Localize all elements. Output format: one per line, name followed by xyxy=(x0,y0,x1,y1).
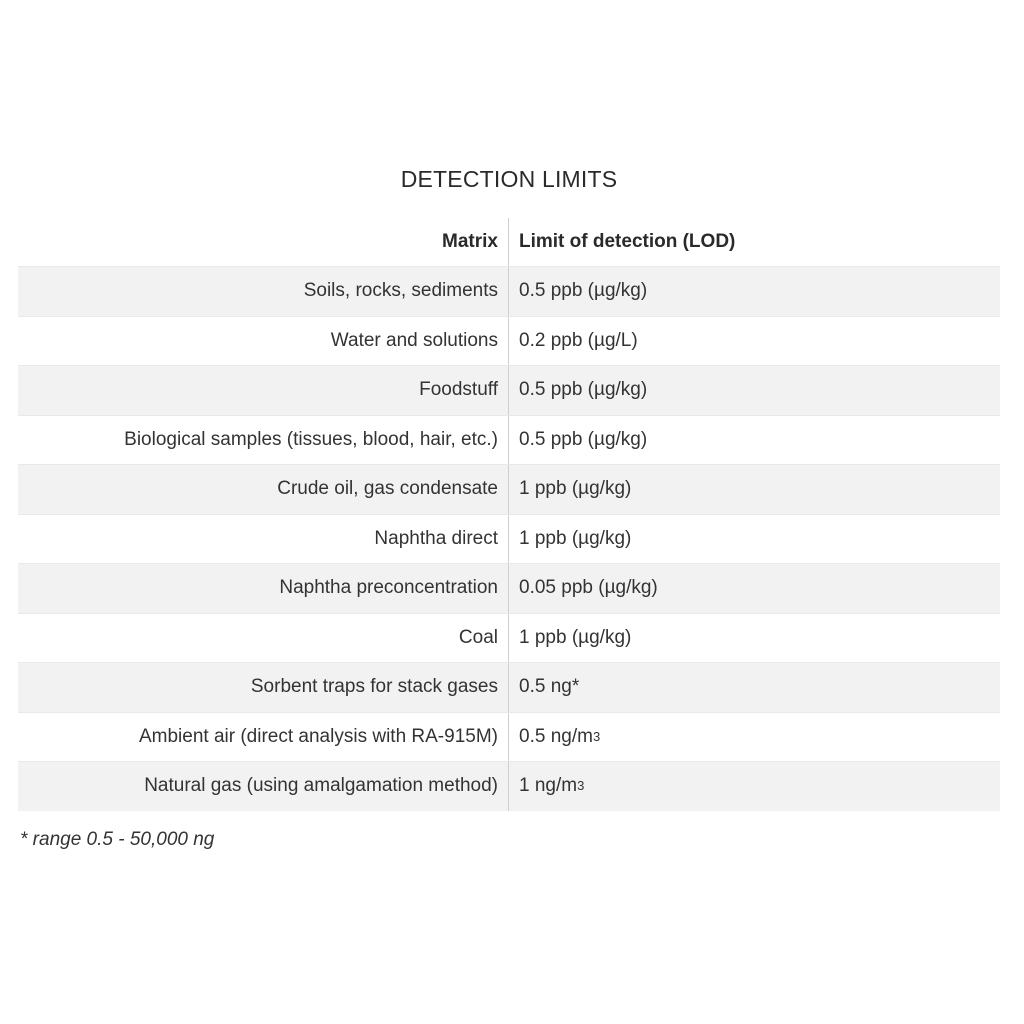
lod-value: 1 ppb (µg/kg) xyxy=(519,626,632,648)
table-row xyxy=(18,514,1000,564)
lod-value: 0.5 ppb (µg/kg) xyxy=(519,280,648,302)
lod-value: 1 ppb (µg/kg) xyxy=(519,527,632,549)
matrix-cell: Coal xyxy=(18,614,509,663)
matrix-cell: Biological samples (tissues, blood, hair, etc.) xyxy=(18,416,509,465)
matrix-cell: Naphtha preconcentration xyxy=(18,564,509,613)
lod-value: 0.2 ppb (µg/L) xyxy=(519,329,638,351)
table-row xyxy=(18,464,1000,514)
header-lod: Limit of detection (LOD) xyxy=(519,231,736,252)
lod-value: 0.05 ppb (µg/kg) xyxy=(519,577,658,599)
table-body xyxy=(18,266,1000,811)
lod-cell xyxy=(509,465,631,514)
page-title: DETECTION LIMITS xyxy=(400,166,618,192)
table-row xyxy=(18,365,1000,415)
matrix-cell: Crude oil, gas condensate xyxy=(18,465,509,514)
table-row xyxy=(18,613,1000,663)
matrix-cell: Water and solutions xyxy=(18,317,509,366)
detection-limits-table xyxy=(18,218,1000,811)
table-header-row xyxy=(18,218,1000,266)
lod-cell xyxy=(509,614,631,663)
lod-cell xyxy=(509,663,579,712)
lod-cell xyxy=(509,416,647,465)
footnote: * range 0.5 - 50,000 ng xyxy=(20,829,215,850)
table-row xyxy=(18,316,1000,366)
lod-value: 0.5 ng* xyxy=(519,676,580,698)
lod-value: 1 ng/m xyxy=(519,775,578,797)
table-row xyxy=(18,563,1000,613)
lod-cell: 1 ng/m 3 xyxy=(519,775,585,797)
lod-cell xyxy=(509,515,631,564)
matrix-cell: Ambient air (direct analysis with RA-915M) xyxy=(18,713,509,762)
matrix-cell: Naphtha direct xyxy=(18,515,509,564)
table-row xyxy=(18,415,1000,465)
table-row xyxy=(18,662,1000,712)
matrix-cell: Sorbent traps for stack gases xyxy=(18,663,509,712)
lod-value: 0.5 ppb (µg/kg) xyxy=(519,428,648,450)
matrix-cell: Natural gas (using amalgamation method) xyxy=(18,762,509,811)
lod-value: 0.5 ppb (µg/kg) xyxy=(519,379,648,401)
lod-cell xyxy=(509,267,647,316)
lod-value: 1 ppb (µg/kg) xyxy=(519,478,632,500)
table-row xyxy=(18,712,1000,762)
table-row xyxy=(18,761,1000,811)
header-matrix: Matrix xyxy=(18,218,509,266)
matrix-cell: Soils, rocks, sediments xyxy=(18,267,509,316)
lod-cell xyxy=(509,366,647,415)
lod-cell xyxy=(509,564,658,613)
lod-value: 0.5 ng/m xyxy=(519,725,593,747)
lod-cell: 0.5 ng/m 3 xyxy=(519,725,601,747)
matrix-cell: Foodstuff xyxy=(18,366,509,415)
lod-cell xyxy=(509,317,638,366)
table-row xyxy=(18,266,1000,316)
